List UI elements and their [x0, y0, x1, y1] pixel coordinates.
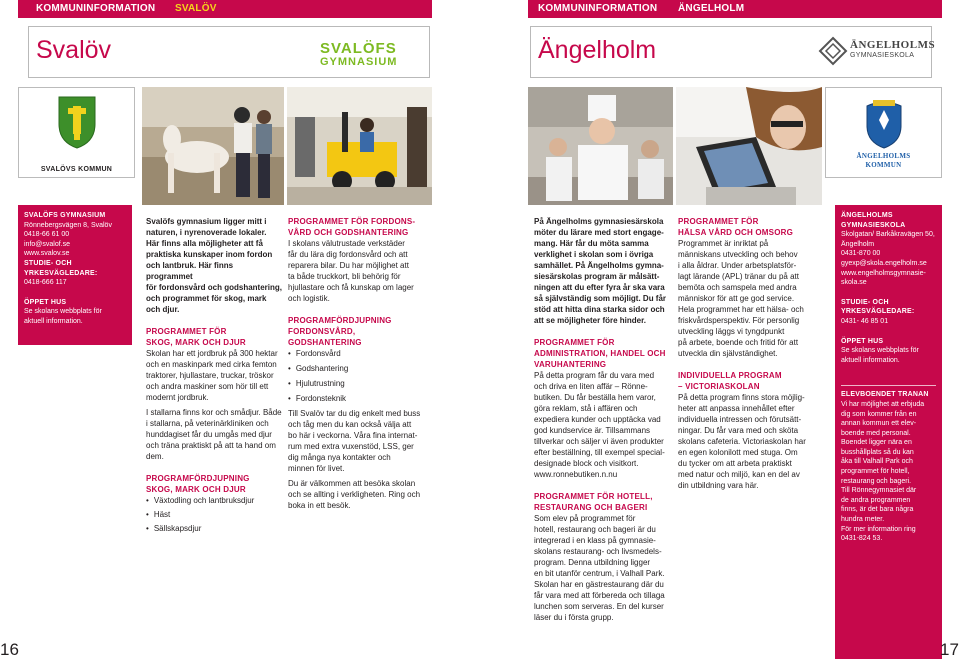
list-item: • Fordonsteknik — [288, 393, 430, 404]
lead-line: för fordonsvård och godshantering, — [146, 283, 283, 292]
angelholm-crest-box — [825, 87, 942, 178]
left-topbar-place: SVALÖV — [175, 3, 217, 14]
body-line: din utbildning vara här. — [678, 481, 759, 490]
list-item: • Växtodling och lantbruksdjur — [146, 495, 282, 506]
body-line: Skolan har ett jordbruk på 300 hektar — [146, 349, 278, 358]
section-heading: PROGRAMMET FÖR — [146, 327, 227, 336]
body-line: utveckla din självständighet. — [678, 349, 778, 358]
body-line: och tåg men du kan också välja att — [288, 420, 412, 429]
section-heading: FORDONSVÅRD, GODSHANTERING — [288, 327, 362, 347]
body-line: Till Svalöv tar du dig enkelt med buss — [288, 409, 421, 418]
svalov-school-heading: SVALÖFS GYMNASIUM — [24, 212, 106, 219]
dorm-line: programmet för hotell, — [841, 468, 910, 476]
body-line: göra reklam, stå i affären och — [534, 404, 638, 413]
section-heading: RESTAURANG OCH BAGERI — [534, 503, 648, 512]
angelholm-email: gyexp@skola.engelholm.se — [841, 259, 927, 267]
svalov-guide-heading-1: STUDIE- OCH — [24, 259, 72, 267]
body-line: utveckling läggs vi tyngdpunkt — [678, 327, 785, 336]
laptop-student-photo — [676, 87, 822, 205]
angelholm-guide-phone: 0431- 46 85 01 — [841, 317, 889, 325]
angelholm-school-heading-2: GYMNASIESKOLA — [841, 221, 906, 229]
body-line: och logistik. — [288, 294, 330, 303]
lead-line: siesärskolas program är målsätt- — [534, 272, 660, 281]
angelholm-open-text-2: aktuell information. — [841, 356, 900, 364]
body-line: på arbete, boende och fritid för att — [678, 338, 799, 347]
lead-line: naturen, i nyrenoverade lokaler. — [146, 228, 267, 237]
list-item: • Hjulutrustning — [288, 378, 430, 389]
list-item: • Häst — [146, 509, 282, 520]
right-town-title: Ängelholm — [538, 36, 657, 64]
body-line: www.ronnebutiken.n.nu — [534, 470, 618, 479]
lead-line: så självständig som möjligt. Du får — [534, 294, 667, 303]
left-page-number: 16 — [0, 640, 19, 659]
body-line: ningar. Du får vara med och sköta — [678, 426, 799, 435]
angelholm-logo-line2: GYMNASIESKOLA — [850, 52, 915, 59]
section-heading: PROGRAMFÖRDJUPNING — [146, 474, 250, 483]
section-heading: HÄLSA VÅRD OCH OMSORG — [678, 228, 794, 237]
bullet-list — [288, 348, 430, 404]
body-line: traktorer, hjullastare, truckar, tröskor — [146, 371, 274, 380]
body-line: minnen för livet. — [288, 464, 345, 473]
lead-line: På Ängelholms gymnasiesärskola — [534, 217, 664, 226]
body-line: och en maskinpark med cirka femton — [146, 360, 277, 369]
body-line: reparera bilar. Du har möjlighet att — [288, 261, 409, 270]
svalov-email: info@svalof.se — [24, 240, 71, 248]
lead-line: Här finns alla möjligheter att få — [146, 239, 263, 248]
body-line: bemöta och samspela med andra — [678, 283, 797, 292]
dorm-line: Vi har möjlighet att erbjuda — [841, 400, 925, 408]
body-line: hunddagiset får du umgås med djur — [146, 430, 272, 439]
lead-line: och programmet för skog, mark — [146, 294, 267, 303]
body-line: friskvårdsperspektiv. För personlig — [678, 316, 800, 325]
body-line: i alla åldrar. Under arbetsplatsför- — [678, 261, 797, 270]
dorm-line: hundra meter. — [841, 516, 885, 524]
left-topbar-label: KOMMUNINFORMATION — [36, 3, 156, 14]
body-line: Du är välkommen att besöka skolan — [288, 479, 416, 488]
lead-line: och lantbruk. Här finns programmet — [146, 261, 234, 281]
svalov-guide-heading-2: YRKESVÄGLEDARE: — [24, 269, 98, 277]
body-line: skolans cafeteria. Victoriaskolan har — [678, 437, 806, 446]
svalov-open-text-1: Se skolans webbplats för — [24, 308, 102, 316]
bullet-list — [146, 495, 282, 534]
body-line: I stallarna finns kor och smådjur. Både — [146, 408, 282, 417]
angelholm-address-2: Ängelholm — [841, 240, 875, 248]
svalov-text-column-1 — [146, 216, 282, 534]
angelholm-guide-heading-1: STUDIE- OCH — [841, 298, 889, 306]
section-heading: SKOG, MARK OCH DJUR — [146, 485, 246, 494]
lead-line: verklighet i skolan som i övriga — [534, 250, 654, 259]
body-line: får du lära dig fordonsvård och att — [288, 250, 408, 259]
angelholm-phone: 0431-870 00 — [841, 250, 881, 258]
body-line: efter beställning, till exempel special- — [534, 448, 665, 457]
section-heading: VARUHANTERING — [534, 360, 607, 369]
body-line: rum med extra vuxenstöd, LSS, ger — [288, 442, 414, 451]
body-line: Skolan har en gästrestaurang där du — [534, 580, 664, 589]
body-line: tillverkar och säljer vi även produkter — [534, 437, 664, 446]
angelholm-address-1: Skolgatan/ Barkåkravägen 50, — [841, 231, 935, 239]
svalov-phone: 0418-66 61 00 — [24, 231, 70, 239]
section-heading: INDIVIDUELLA PROGRAM — [678, 371, 782, 380]
lead-line: att se möjligheter före hinder. — [534, 316, 647, 325]
svalov-open-heading: ÖPPET HUS — [24, 298, 67, 306]
section-heading: VÅRD OCH GODSHANTERING — [288, 228, 409, 237]
body-line: modernt jordbruk. — [146, 393, 209, 402]
body-line: och se allting i verkligheten. Ring och — [288, 490, 421, 499]
angelholm-crest-caption-2: KOMMUN — [865, 161, 902, 169]
angelholm-web-2: skola.se — [841, 279, 867, 287]
list-item: • Sällskapsdjur — [146, 523, 282, 534]
lead-line: och djur. — [146, 305, 180, 314]
section-heading: ADMINISTRATION, HANDEL OCH — [534, 349, 666, 358]
body-line: du tycker om att arbeta praktiskt — [678, 459, 792, 468]
angelholm-school-heading-1: ÄNGELHOLMS — [841, 212, 893, 219]
svalov-crest-box — [18, 87, 135, 178]
svalofs-gymnasium-logo — [320, 42, 412, 68]
body-line: ta både truckkort, bli behörig för — [288, 272, 401, 281]
workshop-truck-photo — [287, 87, 432, 205]
body-line: På detta program finns stora möjlig- — [678, 393, 805, 402]
body-line: en bit utanför centrum, i Valhall Park. — [534, 569, 665, 578]
body-line: dem. — [146, 452, 164, 461]
left-topbar — [18, 0, 432, 18]
right-topbar-place: ÄNGELHOLM — [678, 3, 745, 14]
lead-line: samhället. På Ängelholms gymna- — [534, 261, 664, 270]
body-line: lunchen som serveras. En del kurser — [534, 602, 664, 611]
dorm-line: annan kommun ett elev- — [841, 420, 917, 428]
body-line: expediera kunder och upptäcka vad — [534, 415, 661, 424]
dorm-line: Boendet ligger nära en — [841, 439, 912, 447]
body-line: en egen kolonilott med stuga. Om — [678, 448, 798, 457]
body-line: bo här i veckorna. Våra fina internat- — [288, 431, 418, 440]
body-line: På detta program får du vara med — [534, 371, 655, 380]
angelholm-info-column — [835, 205, 942, 659]
dorm-line: restaurang och bageri. — [841, 477, 912, 485]
body-line: individuella intressen och förutsätt- — [678, 415, 802, 424]
lead-line: ningen att du efter fyra år ska vara — [534, 283, 665, 292]
body-line: med natur och miljö, kan en del av — [678, 470, 800, 479]
lead-line: praktiska kunskaper inom fordon — [146, 250, 273, 259]
body-line: dig många nya kontakter och — [288, 453, 391, 462]
body-line: Som elev på programmet för — [534, 514, 636, 523]
svalofs-logo-line1: SVALÖFS — [320, 40, 397, 57]
body-line: människor för att ge god service. — [678, 294, 795, 303]
left-town-title: Svalöv — [36, 36, 112, 64]
list-item: • Godshantering — [288, 363, 430, 374]
svalov-crest-icon — [56, 94, 98, 150]
body-line: och träna praktiskt på att ta hand om — [146, 441, 276, 450]
angelholm-crest-icon — [863, 98, 905, 150]
lead-line: möter du lärare med stort engage- — [534, 228, 664, 237]
angelholm-open-text-1: Se skolans webbplats för — [841, 347, 919, 355]
dorm-line: boende med personal. — [841, 429, 911, 437]
dorm-line: åka till Valhall Park och — [841, 458, 913, 466]
section-heading: PROGRAMMET FÖR HOTELL, — [534, 492, 653, 501]
dorm-line: Till Rönnegymnasiet där — [841, 487, 917, 495]
dorm-line: de andra programmen — [841, 496, 911, 504]
dorm-line: busshållplats så du kan — [841, 448, 914, 456]
angelholm-crest-caption-1: ÄNGELHOLMS — [856, 152, 911, 160]
section-heading: PROGRAMMET FÖR — [678, 217, 759, 226]
svalov-guide-phone: 0418-666 117 — [24, 279, 67, 287]
body-line: och driva en liten affär – Rönne- — [534, 382, 648, 391]
angelholm-open-heading: ÖPPET HUS — [841, 337, 884, 345]
svalov-info-column — [18, 205, 132, 345]
angelholm-guide-heading-2: YRKESVÄGLEDARE: — [841, 308, 915, 316]
body-line: människans utveckling och behov — [678, 250, 798, 259]
svalov-crest-caption: SVALÖVS KOMMUN — [40, 166, 113, 173]
angelholm-logo-mark-icon — [818, 36, 848, 66]
body-line: hjullastare och få kunskap om lager — [288, 283, 414, 292]
body-line: och andra maskiner som hör till ett — [146, 382, 269, 391]
svalov-open-text-2: aktuell information. — [24, 317, 83, 325]
angelholm-dorm-heading: ELEVBOENDET TRANAN — [841, 391, 929, 399]
svalofs-logo-line2: GYMNASIUM — [320, 56, 398, 68]
body-line: program. Denna utbildning ligger — [534, 558, 651, 567]
section-heading: PROGRAMFÖRDJUPNING — [288, 316, 392, 325]
body-line: Programmet är inriktat på — [678, 239, 769, 248]
chef-kitchen-photo — [528, 87, 673, 205]
lead-line: mang. Här får du möta samma — [534, 239, 649, 248]
angelholm-logo-line1: ÄNGELHOLMS — [850, 39, 936, 51]
lead-line: Svalöfs gymnasium ligger mitt i — [146, 217, 267, 226]
right-page-number: 17 — [940, 640, 959, 659]
body-line: hotell, restaurang och bageri är du — [534, 525, 656, 534]
svalov-text-column-2 — [288, 216, 430, 511]
svalov-web: www.svalov.se — [24, 250, 70, 258]
horse-stable-photo — [142, 87, 284, 205]
section-heading: – VICTORIASKOLAN — [678, 382, 760, 391]
right-topbar — [528, 0, 942, 18]
angelholm-web-1: www.engelholmsgymnasie- — [841, 269, 926, 277]
body-line: heter att anpassa innehållet efter — [678, 404, 795, 413]
svalov-address: Rönnebergsvägen 8, Svalöv — [24, 221, 112, 229]
dorm-line: finns, är det bara några — [841, 506, 914, 514]
body-line: boka in ett besök. — [288, 501, 351, 510]
dorm-line: dig som kommer från en — [841, 410, 917, 418]
body-line: designade block och visitkort. — [534, 459, 639, 468]
body-line: I skolans välutrustade verkstäder — [288, 239, 405, 248]
angelholm-text-column-2 — [678, 216, 822, 491]
dorm-line: 0431-824 53. — [841, 535, 883, 543]
angelholms-gymnasieskola-logo — [818, 36, 936, 66]
right-topbar-label: KOMMUNINFORMATION — [538, 3, 658, 14]
body-line: får vara med att förbereda och tillaga — [534, 591, 665, 600]
list-item: • Fordonsvård — [288, 348, 430, 359]
section-heading: PROGRAMMET FÖR — [534, 338, 615, 347]
section-heading: SKOG, MARK OCH DJUR — [146, 338, 246, 347]
dorm-line: För mer information ring — [841, 525, 916, 533]
body-line: lagt lärande (APL) tränar du på att — [678, 272, 799, 281]
body-line: Hela programmet har ett hälsa- och — [678, 305, 804, 314]
body-line: i stallarna, på veterinärkliniken och — [146, 419, 269, 428]
body-line: god kundservice är. Tillsammans — [534, 426, 651, 435]
lead-line: stöd att hitta dina starka sidor och — [534, 305, 665, 314]
body-line: butiken. Du får beställa hem varor, — [534, 393, 656, 402]
angelholm-text-column-1 — [534, 216, 672, 623]
body-line: skolans restaurang- och livsmedels- — [534, 547, 662, 556]
body-line: integrerad i en klass på gymnasie- — [534, 536, 656, 545]
section-heading: PROGRAMMET FÖR FORDONS- — [288, 217, 416, 226]
body-line: läser du i första grupp. — [534, 613, 614, 622]
